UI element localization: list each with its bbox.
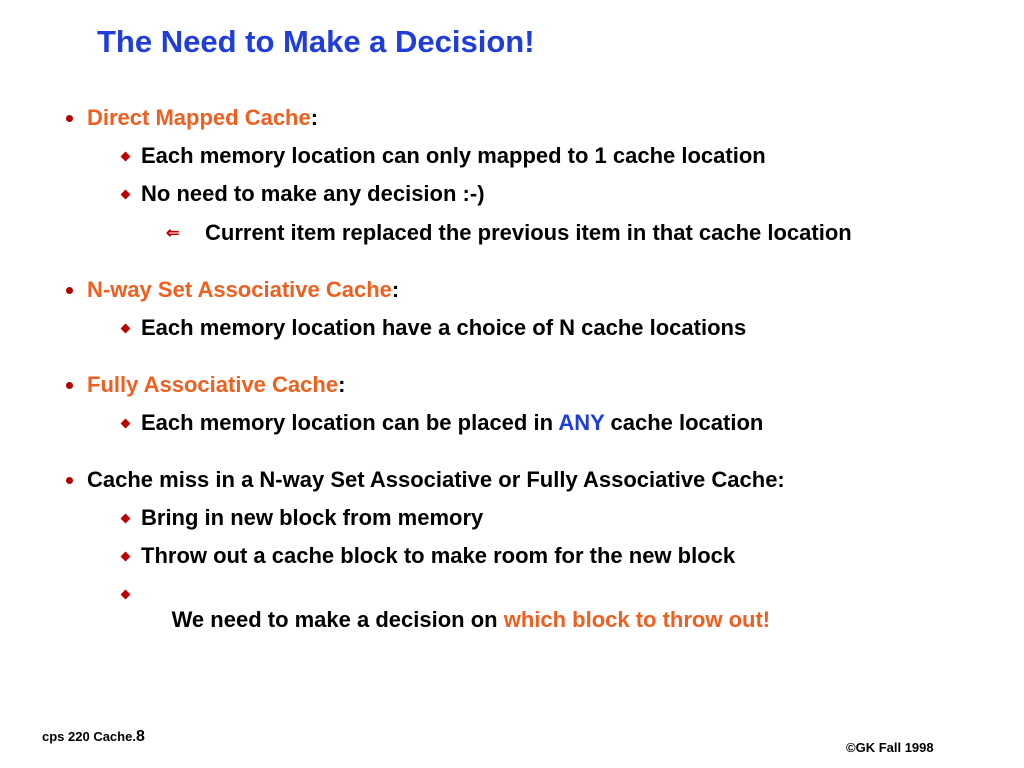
diamond-bullet-icon — [121, 152, 131, 162]
list-item-text: cache location — [604, 410, 764, 435]
list-item: Each memory location have a choice of N cache locations — [141, 315, 747, 340]
diamond-bullet-icon — [121, 590, 131, 600]
list-item — [141, 581, 770, 659]
section-heading-n-way — [87, 277, 399, 303]
slide-title: The Need to Make a Decision! — [97, 24, 535, 59]
section-heading-suffix: : — [310, 105, 319, 130]
list-item: Bring in new block from memory — [141, 505, 484, 530]
list-item — [141, 410, 763, 436]
section-heading-text: Direct Mapped Cache — [87, 105, 311, 130]
round-bullet-icon — [66, 115, 73, 122]
section-heading-fully-associative — [87, 372, 345, 398]
section-heading-text: Fully Associative Cache — [87, 372, 339, 397]
list-item-text: We need to make a decision on — [165, 607, 504, 632]
round-bullet-icon — [66, 287, 73, 294]
diamond-bullet-icon — [121, 190, 131, 200]
footer-copyright: ©GK Fall 1998 — [846, 740, 934, 755]
highlight-any: ANY — [558, 410, 605, 435]
highlight-throw-out: which block to throw out! — [503, 607, 771, 632]
section-heading-suffix: : — [391, 277, 400, 302]
page-number: 8 — [135, 728, 145, 745]
section-heading-direct-mapped — [87, 105, 318, 131]
list-item: No need to make any decision :-) — [141, 181, 485, 206]
diamond-bullet-icon — [121, 552, 131, 562]
list-item: Each memory location can only mapped to 1 cache location — [141, 143, 766, 168]
diamond-bullet-icon — [121, 419, 131, 429]
section-heading-cache-miss: Cache miss in a N-way Set Associative or Fully Associative Cache: — [87, 467, 785, 492]
footer-left-text: cps 220 Cache. — [42, 729, 136, 744]
diamond-bullet-icon — [121, 324, 131, 334]
list-item-text: Each memory location can be placed in — [141, 410, 559, 435]
diamond-bullet-icon — [121, 514, 131, 524]
list-item: Current item replaced the previous item in that cache location — [205, 220, 852, 245]
round-bullet-icon — [66, 382, 73, 389]
section-heading-text: N-way Set Associative Cache — [87, 277, 392, 302]
arrow-bullet-icon: ⇐ — [166, 225, 180, 242]
list-item: Throw out a cache block to make room for the new block — [141, 543, 736, 568]
section-heading-suffix: : — [338, 372, 346, 397]
footer-course-label — [42, 728, 145, 746]
round-bullet-icon — [66, 477, 73, 484]
